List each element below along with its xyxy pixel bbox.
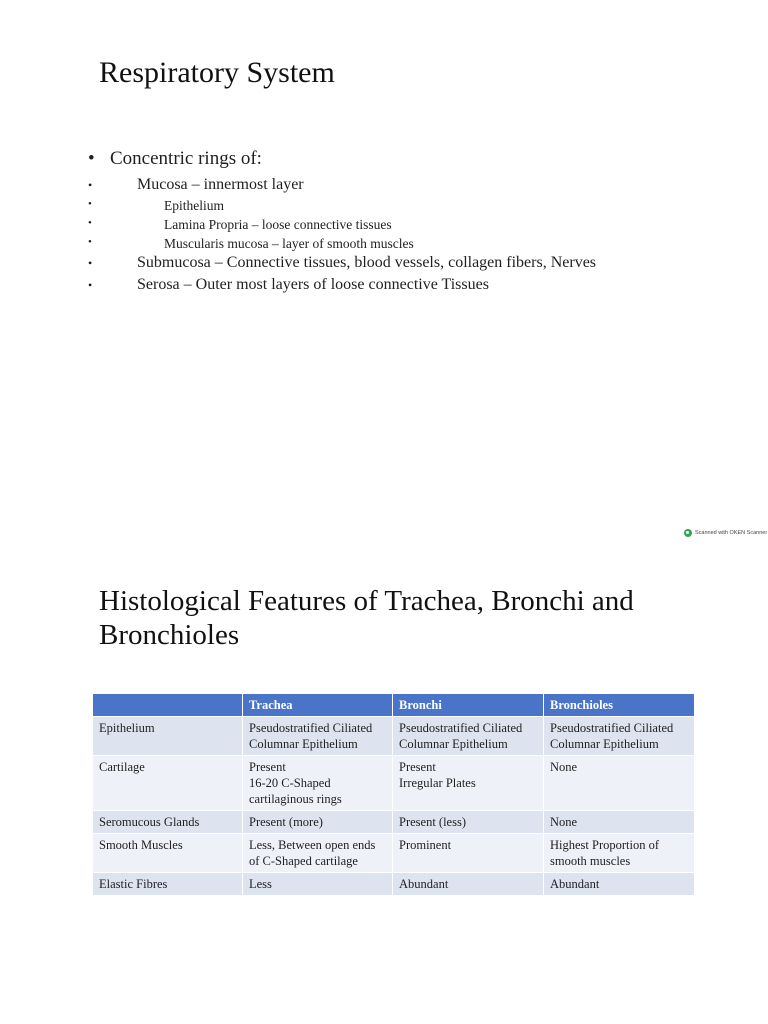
table-cell bbox=[544, 873, 695, 896]
cell-line: Present (more) bbox=[249, 815, 323, 829]
features-table bbox=[93, 694, 695, 895]
cell-line: Abundant bbox=[550, 877, 600, 891]
cell-line: 16-20 C-Shaped bbox=[249, 776, 331, 790]
cell-line: None bbox=[550, 815, 578, 829]
scanner-logo-icon bbox=[684, 529, 692, 537]
feature-cell: Epithelium bbox=[93, 717, 243, 756]
cell-line: Less, Between open ends bbox=[249, 838, 376, 852]
header-cell-trachea: Trachea bbox=[243, 694, 393, 717]
table-cell bbox=[243, 756, 393, 811]
table-cell bbox=[544, 717, 695, 756]
cell-line: smooth muscles bbox=[550, 854, 631, 868]
header-cell-blank bbox=[93, 694, 243, 717]
cell-line: Irregular Plates bbox=[399, 776, 476, 790]
cell-line: of C-Shaped cartilage bbox=[249, 854, 358, 868]
cell-line: Highest Proportion of bbox=[550, 838, 660, 852]
table-cell bbox=[393, 811, 544, 834]
table-cell bbox=[243, 811, 393, 834]
cell-line: Columnar Epithelium bbox=[399, 737, 508, 751]
table-row bbox=[93, 873, 695, 896]
slide-respiratory-system: Respiratory System • Concentric rings of: • Mucosa – innermost layer • Epithelium • Lamina Propria – loose connective tissues • Muscularis mucosa – layer of smooth muscles • Submucosa – Connective tissues, blood vessels, collagen fibers, Nerves • Serosa – Outer most layers of loose connective Tissues bbox=[88, 56, 597, 293]
cell-line: Less bbox=[249, 877, 272, 891]
slide-title: Histological Features of Trachea, Bronchi and Bronchioles bbox=[99, 585, 634, 651]
table-cell bbox=[393, 756, 544, 811]
feature-cell: Seromucous Glands bbox=[93, 811, 243, 834]
cell-line: Pseudostratified Ciliated bbox=[550, 721, 674, 735]
header-cell-bronchi: Bronchi bbox=[393, 694, 544, 717]
table-header-row bbox=[93, 694, 695, 717]
table-cell bbox=[393, 834, 544, 873]
bullet-glyph: • bbox=[88, 148, 95, 169]
cell-line: cartilaginous rings bbox=[249, 792, 342, 806]
table-cell bbox=[243, 873, 393, 896]
table-row bbox=[93, 811, 695, 834]
feature-cell: Smooth Muscles bbox=[93, 834, 243, 873]
slide-histological-features bbox=[0, 548, 768, 1024]
slide-title: Respiratory System bbox=[99, 56, 335, 89]
cell-line: Prominent bbox=[399, 838, 452, 852]
table-row bbox=[93, 756, 695, 811]
cell-line: None bbox=[550, 760, 578, 774]
cell-line: Columnar Epithelium bbox=[249, 737, 358, 751]
cell-line: Abundant bbox=[399, 877, 449, 891]
table-cell bbox=[393, 717, 544, 756]
feature-cell: Cartilage bbox=[93, 756, 243, 811]
table-row bbox=[93, 717, 695, 756]
scanner-watermark bbox=[684, 529, 767, 537]
table-cell bbox=[393, 873, 544, 896]
cell-line: Pseudostratified Ciliated bbox=[249, 721, 373, 735]
header-cell-bronchioles: Bronchioles bbox=[544, 694, 695, 717]
table-cell bbox=[544, 811, 695, 834]
table-cell bbox=[243, 717, 393, 756]
scanner-text: Scanned with OKEN Scanner bbox=[695, 530, 768, 536]
cell-line: Present (less) bbox=[399, 815, 466, 829]
cell-line: Present bbox=[399, 760, 436, 774]
table-row bbox=[93, 834, 695, 873]
table-cell bbox=[544, 756, 695, 811]
cell-line: Pseudostratified Ciliated bbox=[399, 721, 523, 735]
table-cell bbox=[544, 834, 695, 873]
cell-line: Columnar Epithelium bbox=[550, 737, 659, 751]
table-cell bbox=[243, 834, 393, 873]
cell-line: Present bbox=[249, 760, 286, 774]
feature-cell: Elastic Fibres bbox=[93, 873, 243, 896]
